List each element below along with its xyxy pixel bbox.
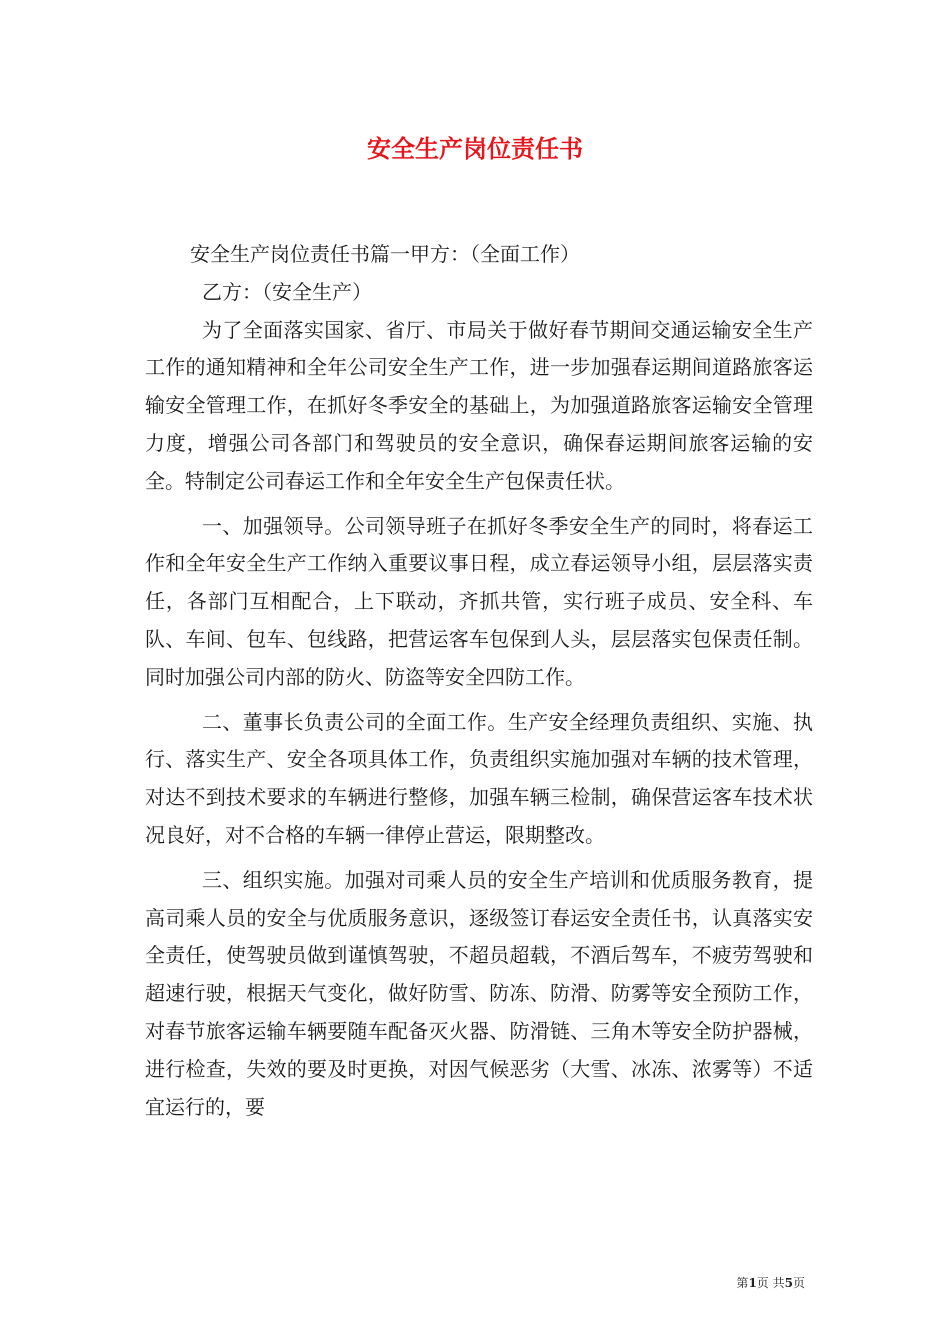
- section-1-paragraph: 一、加强领导。公司领导班子在抓好冬季安全生产的同时，将春运工作和全年安全生产工作纳入重要议事日程，成立春运领导小组，层层落实责任，各部门互相配合，上下联动，齐抓共管，实行班子成员、安全科、车队、车间、包车、包线路，把营运客车包保到人头，层层落实包保责任制。同时加强公司内部的防火、防盗等安全四防工作。: [145, 513, 813, 689]
- document-body: [145, 236, 813, 1126]
- page-footer: [0, 1275, 805, 1291]
- intro-paragraph: 为了全面落实国家、省厅、市局关于做好春节期间交通运输安全生产工作的通知精神和全年公司安全生产工作，进一步加强春运期间道路旅客运输安全管理工作，在抓好冬季安全的基础上，为加强道路旅客运输安全管理力度，增强公司各部门和驾驶员的安全意识，确保春运期间旅客运输的安全。特制定公司春运工作和全年安全生产包保责任状。: [145, 317, 813, 493]
- section-2-paragraph: 二、董事长负责公司的全面工作。生产安全经理负责组织、实施、执行、落实生产、安全各项具体工作，负责组织实施加强对车辆的技术管理，对达不到技术要求的车辆进行整修，加强车辆三检制，确保营运客车技术状况良好，对不合格的车辆一律停止营运，限期整改。: [145, 709, 813, 847]
- footer-middle: 页 共: [756, 1276, 785, 1290]
- footer-page-number: 1: [748, 1276, 757, 1290]
- section-3-paragraph: 三、组织实施。加强对司乘人员的安全生产培训和优质服务教育，提高司乘人员的安全与优质服务意识，逐级签订春运安全责任书，认真落实安全责任，使驾驶员做到谨慎驾驶，不超员超载，不酒后驾车，不疲劳驾驶和超速行驶，根据天气变化，做好防雪、防冻、防滑、防雾等安全预防工作，对春节旅客运输车辆要随车配备灭火器、防滑链、三角木等安全防护器械，进行检查，失效的要及时更换，对因气候恶劣（大雪、冰冻、浓雾等）不适宜运行的，要: [145, 867, 813, 1119]
- party-a-line: 安全生产岗位责任书篇一甲方：（全面工作）: [190, 242, 580, 266]
- footer-suffix: 页: [792, 1276, 805, 1290]
- document-title: 安全生产岗位责任书: [367, 134, 583, 163]
- footer-prefix: 第: [736, 1276, 749, 1290]
- party-b-line: 乙方：（安全生产）: [202, 279, 372, 304]
- footer-total-pages: 5: [784, 1276, 793, 1290]
